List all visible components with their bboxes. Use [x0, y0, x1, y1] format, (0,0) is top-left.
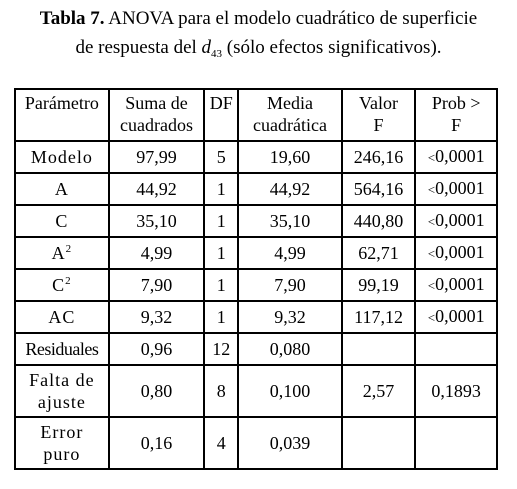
cell-suma: 97,99: [109, 141, 205, 173]
cell-suma: 44,92: [109, 173, 205, 205]
caption-symbol-subscript: 43: [211, 48, 223, 60]
cell-param: A: [15, 173, 109, 205]
cell-df: 12: [204, 333, 238, 365]
table-row: [15, 417, 497, 469]
cell-param: Modelo: [15, 141, 109, 173]
cell-df: 1: [204, 205, 238, 237]
cell-param: $A^2$: [15, 237, 109, 269]
cell-media: 4,99: [238, 237, 342, 269]
cell-media: 7,90: [238, 269, 342, 301]
cell-df: 8: [204, 365, 238, 417]
cell-prob: <0,0001: [415, 205, 497, 237]
caption-text-pre: de respuesta del: [75, 37, 197, 58]
cell-media: 0,039: [238, 417, 342, 469]
cell-param: C: [15, 205, 109, 237]
cell-valor: 62,71: [342, 237, 416, 269]
cell-df: 1: [204, 173, 238, 205]
table-caption: [0, 4, 517, 62]
cell-param: AC: [15, 301, 109, 333]
caption-line-1: [0, 4, 517, 33]
header-row: [15, 89, 497, 141]
table-row: [15, 269, 497, 301]
cell-df: 1: [204, 301, 238, 333]
cell-prob: <0,0001: [415, 269, 497, 301]
cell-media: 0,100: [238, 365, 342, 417]
cell-suma: 0,80: [109, 365, 205, 417]
cell-prob: [415, 417, 497, 469]
cell-prob: <0,0001: [415, 301, 497, 333]
cell-media: 44,92: [238, 173, 342, 205]
cell-prob: <0,0001: [415, 237, 497, 269]
cell-valor: 2,57: [342, 365, 416, 417]
cell-media: 0,080: [238, 333, 342, 365]
cell-param: Error puro: [15, 417, 109, 469]
cell-param: Falta de ajuste: [15, 365, 109, 417]
cell-suma: 35,10: [109, 205, 205, 237]
cell-valor: [342, 333, 416, 365]
cell-prob: <0,0001: [415, 141, 497, 173]
cell-media: 35,10: [238, 205, 342, 237]
header-valor-f: Valor F: [342, 89, 416, 141]
caption-text-post: (sólo efectos significativos).: [226, 37, 442, 58]
cell-valor: 117,12: [342, 301, 416, 333]
table-row: [15, 173, 497, 205]
table-row: [15, 365, 497, 417]
header-df: DF: [204, 89, 238, 141]
cell-df: 1: [204, 237, 238, 269]
anova-table: [14, 88, 498, 470]
table-row: [15, 141, 497, 173]
header-media-cuadratica: Media cuadrática: [238, 89, 342, 141]
cell-prob: [415, 333, 497, 365]
table-row: [15, 333, 497, 365]
cell-valor: 99,19: [342, 269, 416, 301]
header-suma-cuadrados: Suma de cuadrados: [109, 89, 205, 141]
header-prob-f: Prob > F: [415, 89, 497, 141]
cell-media: 19,60: [238, 141, 342, 173]
cell-valor: 440,80: [342, 205, 416, 237]
cell-param: $C^2$: [15, 269, 109, 301]
caption-line-2: [0, 33, 517, 62]
cell-valor: 564,16: [342, 173, 416, 205]
cell-suma: 0,96: [109, 333, 205, 365]
cell-prob: <0,0001: [415, 173, 497, 205]
caption-label: Tabla 7.: [39, 8, 105, 29]
cell-df: 4: [204, 417, 238, 469]
header-parametro: Parámetro: [15, 89, 109, 141]
cell-prob: 0,1893: [415, 365, 497, 417]
cell-valor: [342, 417, 416, 469]
cell-valor: 246,16: [342, 141, 416, 173]
cell-suma: 7,90: [109, 269, 205, 301]
cell-media: 9,32: [238, 301, 342, 333]
table-row: [15, 301, 497, 333]
table-row: [15, 205, 497, 237]
cell-df: 1: [204, 269, 238, 301]
caption-symbol: d: [201, 37, 212, 58]
cell-df: 5: [204, 141, 238, 173]
cell-suma: 4,99: [109, 237, 205, 269]
table-row: [15, 237, 497, 269]
cell-suma: 0,16: [109, 417, 205, 469]
caption-title: ANOVA para el modelo cuadrático de superficie: [108, 8, 478, 29]
cell-suma: 9,32: [109, 301, 205, 333]
cell-param: Residuales: [15, 333, 109, 365]
